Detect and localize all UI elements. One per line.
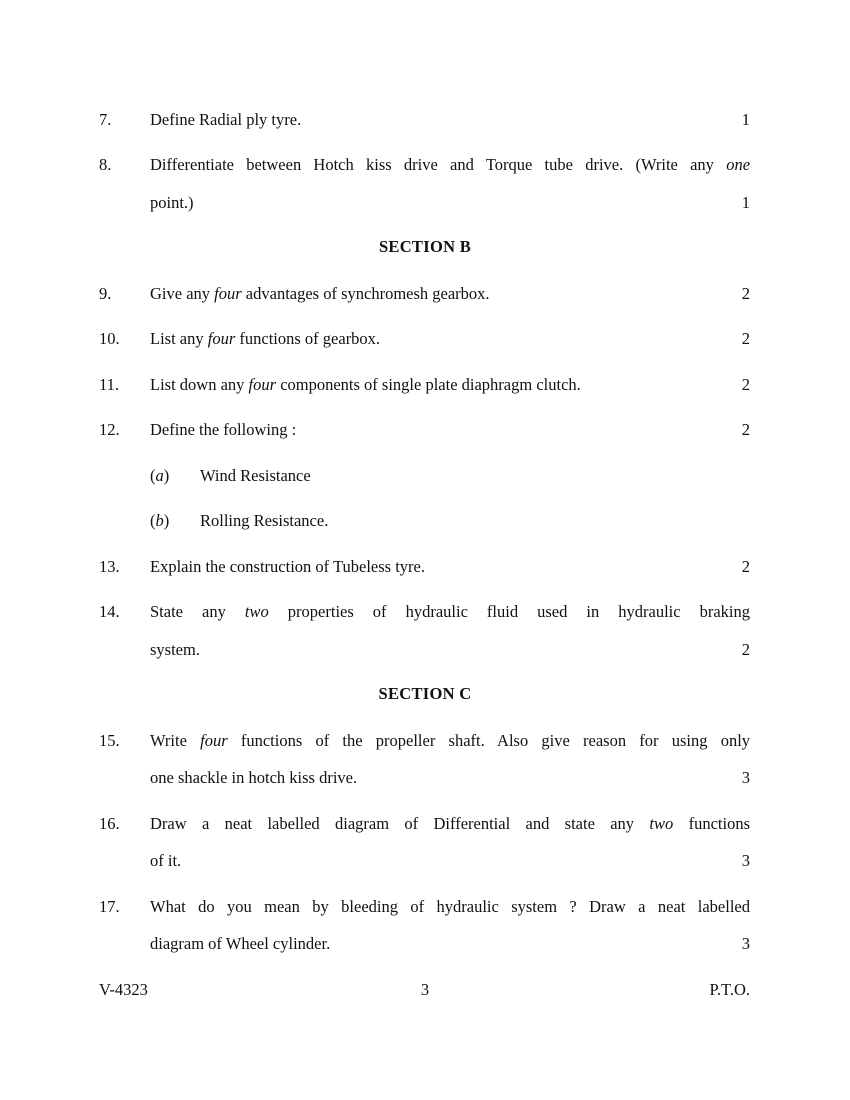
q8-emphasis: one [726, 155, 751, 174]
q7-marks: 1 [741, 110, 750, 129]
q11-number: 11. [99, 375, 120, 394]
q9-number: 9. [99, 284, 112, 303]
section-c-title: SECTION C [378, 684, 472, 703]
q8-text-part-1: Differentiate between Hotch kiss drive and Torque tube drive. (Write any [150, 155, 714, 174]
q17-line-2: diagram of Wheel cylinder. [150, 934, 331, 953]
q15-line-1: Write four functions of the propeller shaft. Also give reason for using only [150, 731, 751, 750]
q14-line-1: State any two properties of hydraulic fluid used in hydraulic braking [150, 602, 751, 621]
q11-text: List down any four components of single plate diaphragm clutch. [150, 375, 581, 394]
q13-marks: 2 [741, 557, 750, 576]
q16-line-1: Draw a neat labelled diagram of Differential and state any two functions [150, 814, 751, 833]
q12-sub-b-text: Rolling Resistance. [200, 511, 329, 530]
q14-marks: 2 [741, 640, 750, 659]
section-b-title: SECTION B [378, 237, 472, 256]
q14-number: 14. [99, 602, 120, 621]
q15-emphasis: four [200, 731, 228, 750]
q10-text: List any four functions of gearbox. [150, 329, 381, 348]
q9-emphasis: four [214, 284, 242, 303]
q9-marks: 2 [741, 284, 750, 303]
q12-marks: 2 [741, 420, 750, 439]
q16-number: 16. [99, 814, 120, 833]
q8-marks: 1 [741, 193, 750, 212]
footer-page-number: 3 [420, 980, 430, 999]
footer-pto: P.T.O. [709, 980, 750, 999]
q11-emphasis: four [248, 375, 277, 394]
q17-line-1: What do you mean by bleeding of hydraulic system ? Draw a neat labelled [150, 897, 750, 916]
q10-number: 10. [99, 329, 120, 348]
q7-number: 7. [99, 110, 112, 129]
q14-line-2: system. [150, 640, 200, 659]
q17-marks: 3 [741, 934, 750, 953]
q10-marks: 2 [741, 329, 750, 348]
q17-number: 17. [99, 897, 120, 916]
q12-number: 12. [99, 420, 120, 439]
q12-sub-b-label: (b) [150, 511, 170, 530]
footer-paper-code: V-4323 [99, 980, 148, 999]
q12-sub-a-text: Wind Resistance [200, 466, 311, 485]
q13-text: Explain the construction of Tubeless tyre. [150, 557, 425, 576]
q16-marks: 3 [741, 851, 750, 870]
q13-number: 13. [99, 557, 120, 576]
q8-line-1 [150, 155, 750, 175]
q12-text: Define the following : [150, 420, 297, 439]
q9-text: Give any four advantages of synchromesh gearbox. [150, 284, 490, 303]
q7-text: Define Radial ply tyre. [150, 110, 302, 129]
q12-sub-a-label: (a) [150, 466, 170, 485]
q15-number: 15. [99, 731, 120, 750]
q15-line-2: one shackle in hotch kiss drive. [150, 768, 358, 787]
q11-marks: 2 [741, 375, 750, 394]
q15-marks: 3 [741, 768, 750, 787]
q8-line-2: point.) [150, 193, 194, 212]
q10-emphasis: four [207, 329, 236, 348]
q8-number: 8. [99, 155, 112, 174]
q16-line-2: of it. [150, 851, 182, 870]
q16-emphasis: two [649, 814, 674, 833]
q14-emphasis: two [244, 602, 269, 621]
